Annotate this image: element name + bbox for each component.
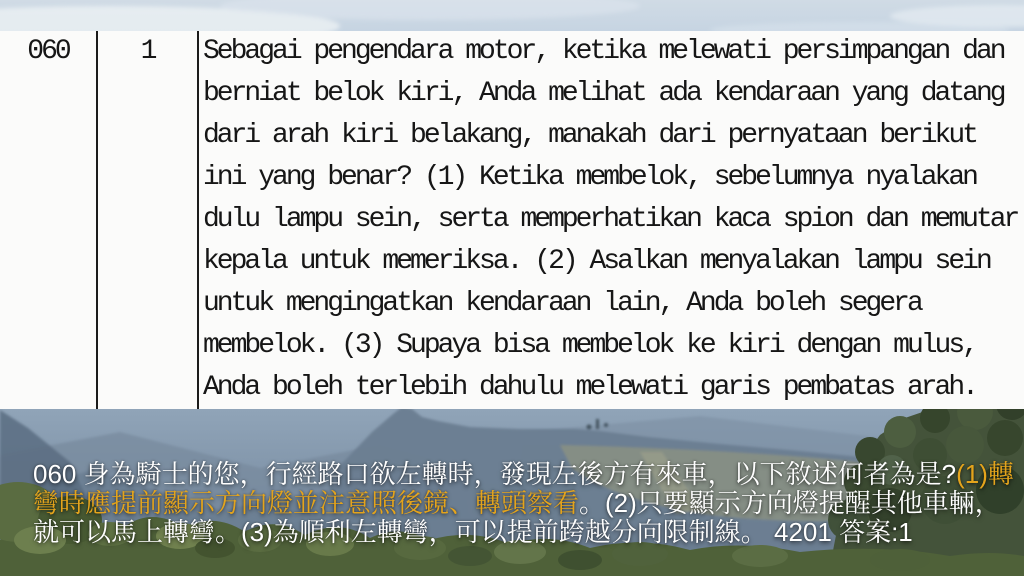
question-text-cell <box>199 31 1024 409</box>
question-line: dari arah kiri belakang, manakah dari pernyataan berikut <box>203 120 976 151</box>
caption-line-1 <box>33 460 1014 489</box>
question-line: membelok. (3) Supaya bisa membelok ke kiri dengan mulus, <box>203 330 976 361</box>
caption-segment-highlight: (1)轉 <box>956 459 1014 489</box>
chinese-caption <box>33 460 1014 547</box>
question-id-cell: 060 <box>27 36 69 67</box>
caption-segment: 060 身為騎士的您，行經路口欲左轉時，發現左後方有來車，以下敘述何者為是? <box>33 459 957 489</box>
caption-segment-highlight: 彎時應提前顯示方向燈並注意照後鏡、轉頭察看 <box>33 488 580 518</box>
question-line: berniat belok kiri, Anda melihat ada kendaraan yang datang <box>203 78 1004 109</box>
question-table <box>0 31 1024 409</box>
caption-segment: 。(2)只要顯示方向燈提醒其他車輛， <box>579 488 1001 518</box>
caption-segment: 就可以馬上轉彎。(3)為順利左轉彎，可以提前跨越分向限制線。 4201 答案:1 <box>33 517 913 547</box>
question-line: kepala untuk memeriksa. (2) Asalkan menyalakan lampu sein <box>203 246 990 277</box>
question-line: Sebagai pengendara motor, ketika melewati persimpangan dan <box>203 36 1004 67</box>
answer-cell: 1 <box>140 36 155 67</box>
caption-line-3 <box>33 518 1014 547</box>
question-line: untuk mengingatkan kendaraan lain, Anda boleh segera <box>203 288 921 319</box>
question-line: Anda boleh terlebih dahulu melewati garis pembatas arah. <box>203 372 976 403</box>
question-line: dulu lampu sein, serta memperhatikan kaca spion dan memutar <box>203 204 1018 235</box>
caption-line-2 <box>33 489 1014 518</box>
question-line: ini yang benar? (1) Ketika membelok, sebelumnya nyalakan <box>203 162 976 193</box>
